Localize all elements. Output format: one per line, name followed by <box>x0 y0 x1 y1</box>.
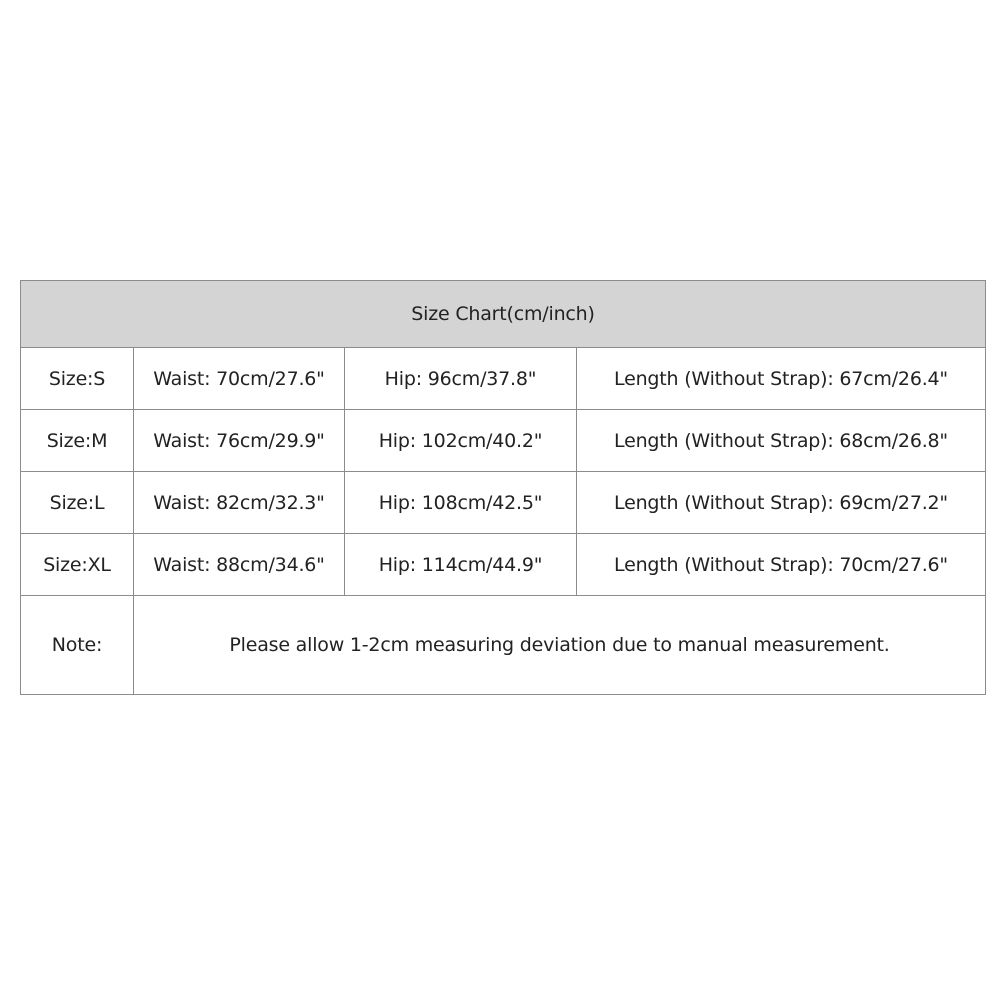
length-cell: Length (Without Strap): 69cm/27.2" <box>577 472 986 534</box>
waist-cell: Waist: 88cm/34.6" <box>134 534 345 596</box>
note-label: Note: <box>21 596 134 695</box>
size-chart-table <box>20 280 986 695</box>
hip-cell: Hip: 114cm/44.9" <box>345 534 577 596</box>
size-cell: Size:M <box>21 410 134 472</box>
table-row <box>21 348 986 410</box>
size-cell: Size:L <box>21 472 134 534</box>
length-cell: Length (Without Strap): 68cm/26.8" <box>577 410 986 472</box>
table-row <box>21 472 986 534</box>
size-cell: Size:XL <box>21 534 134 596</box>
size-cell: Size:S <box>21 348 134 410</box>
length-cell: Length (Without Strap): 67cm/26.4" <box>577 348 986 410</box>
note-text: Please allow 1-2cm measuring deviation due to manual measurement. <box>134 596 986 695</box>
hip-cell: Hip: 96cm/37.8" <box>345 348 577 410</box>
note-row <box>21 596 986 695</box>
table-title: Size Chart(cm/inch) <box>21 281 986 348</box>
waist-cell: Waist: 76cm/29.9" <box>134 410 345 472</box>
hip-cell: Hip: 108cm/42.5" <box>345 472 577 534</box>
length-cell: Length (Without Strap): 70cm/27.6" <box>577 534 986 596</box>
table-header-row <box>21 281 986 348</box>
waist-cell: Waist: 82cm/32.3" <box>134 472 345 534</box>
table-row <box>21 534 986 596</box>
hip-cell: Hip: 102cm/40.2" <box>345 410 577 472</box>
waist-cell: Waist: 70cm/27.6" <box>134 348 345 410</box>
table-row <box>21 410 986 472</box>
